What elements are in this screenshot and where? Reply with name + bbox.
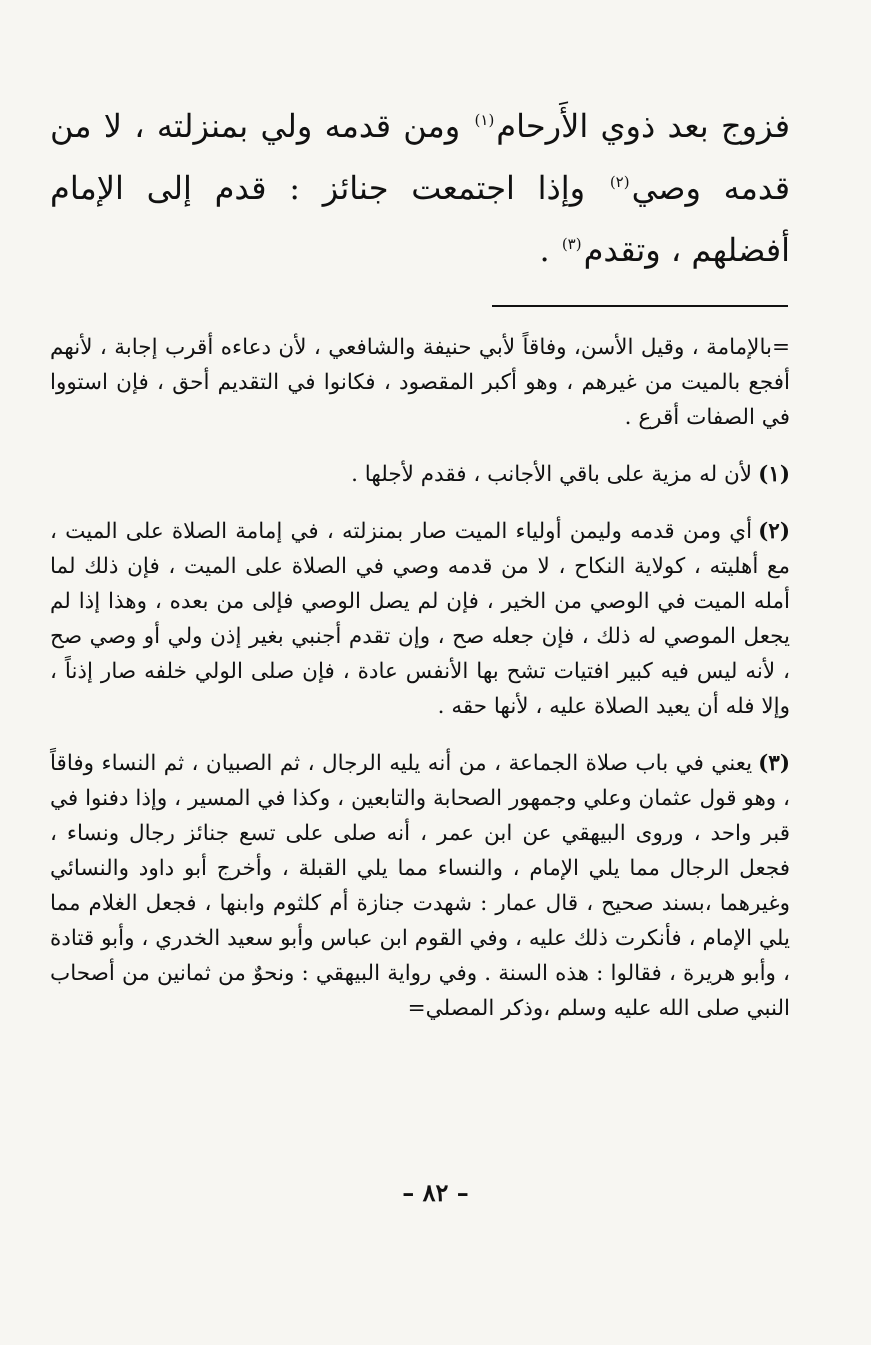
page-number: – ٨٢ – [402, 1178, 469, 1207]
footnote-2 [50, 514, 790, 724]
main-text-seg2: ومن قدمه ولي بمنزلته ، لا من قدمه وصي [50, 107, 791, 207]
footnotes [50, 330, 790, 1048]
main-text-end: . [539, 231, 560, 269]
footnote-divider [492, 305, 788, 307]
footnote-3 [50, 746, 790, 1026]
main-text-seg3: وإذا اجتمعت جنائز : قدم إلى الإمام أفضلهم ، وتقدم [50, 169, 790, 269]
footnote-1-number: (١) [758, 462, 790, 487]
footnote-ref-2[interactable]: (٢) [609, 173, 630, 192]
footnote-ref-1[interactable]: (١) [474, 111, 495, 130]
main-paragraph [50, 95, 790, 281]
footnote-continued: =بالإمامة ، وقيل الأسن، وفاقاً لأبي حنيفة والشافعي ، لأن دعاءه أقرب إجابة ، لأنهم أفجع بالميت من غيرهم ، وهو أكبر المقصود ، فكانوا في التقديم أحق ، فإن استووا في الصفات أقرع . [50, 335, 790, 430]
footnote-3-text: يعني في باب صلاة الجماعة ، من أنه يليه الرجال ، ثم الصبيان ، ثم النساء وفاقاً ، وهو قول عثمان وعلي وجمهور الصحابة والتابعين ، وكذا في المسير ، وإذا دفنوا في قبر واحد ، وروى البيهقي عن ابن عمر ، أنه صلى على تسع جنائز رجال ونساء ، فجعل الرجال مما يلي الإمام ، والنساء مما يلي القبلة ، وأخرج أبو داود والنسائي وغيرهما ،بسند صحيح ، قال عمار : شهدت جنازة أم كلثوم وابنها ، فجعل الغلام مما يلي الإمام ، فأنكرت ذلك عليه ، وفي القوم ابن عباس وأبو سعيد الخدري ، وأبو قتادة ، وأبو هريرة ، فقالوا : هذه السنة . وفي رواية البيهقي : ونحوٌ من ثمانين من أصحاب النبي صلى الله عليه وسلم ،وذكر المصلي= [50, 751, 790, 1021]
footnote-1 [50, 457, 790, 492]
footnote-2-text: أي ومن قدمه وليمن أولياء الميت صار بمنزلته ، في إمامة الصلاة على الميت ، مع أهليته ، كولاية النكاح ، لا من قدمه وصي في الصلاة على الميت ، فإن ذلك لما أمله الميت في الوصي من الخير ، فإن لم يصل الوصي فإلى من بعده ، وهذا إذا لم يجعل الموصي له ذلك ، فإن جعله صح ، وإن تقدم أجنبي بغير إذن ولي أو وصي صح ، لأنه ليس فيه كبير افتيات تشح بها الأنفس عادة ، فإن صلى الولي خلفه صار إذناً ، وإلا فله أن يعيد الصلاة عليه ، لأنها حقه . [50, 519, 790, 719]
footnote-1-text: لأن له مزية على باقي الأجانب ، فقدم لأجلها . [351, 462, 753, 487]
footnote-3-number: (٣) [758, 751, 790, 776]
main-text [50, 95, 790, 281]
main-text-seg1: فزوج بعد ذوي الأَرحام [496, 107, 791, 145]
footnote-ref-3[interactable]: (٣) [561, 235, 582, 254]
footnote-2-number: (٢) [758, 519, 790, 544]
